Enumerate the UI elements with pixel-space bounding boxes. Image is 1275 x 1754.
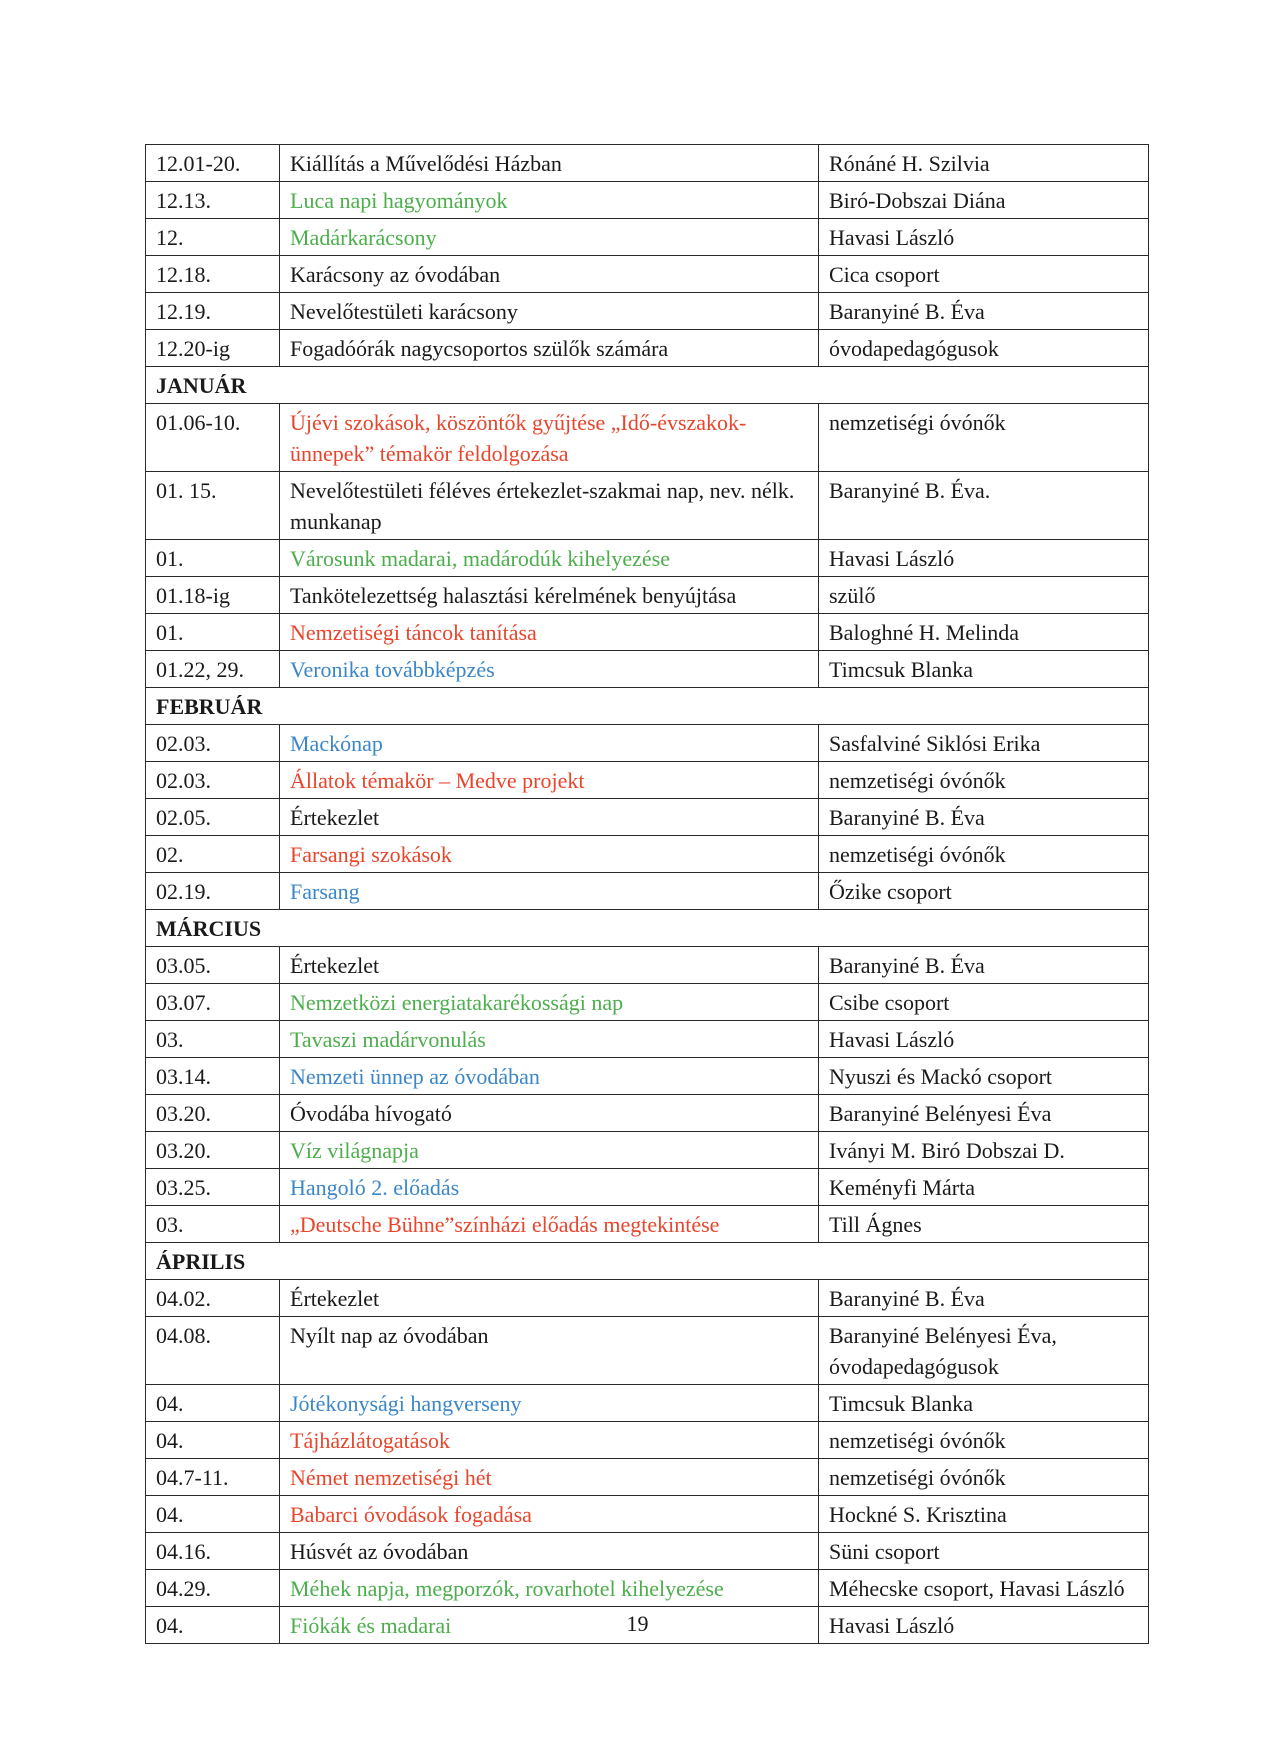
event-cell: Tájházlátogatások bbox=[280, 1422, 819, 1459]
event-cell: Nemzeti ünnep az óvodában bbox=[280, 1058, 819, 1095]
event-cell: Német nemzetiségi hét bbox=[280, 1459, 819, 1496]
responsible-cell: nemzetiségi óvónők bbox=[819, 836, 1149, 873]
table-row bbox=[146, 1169, 1149, 1206]
date-cell: 04.16. bbox=[146, 1533, 280, 1570]
table-row bbox=[146, 1280, 1149, 1317]
date-cell: 04.29. bbox=[146, 1570, 280, 1607]
responsible-cell: Havasi László bbox=[819, 1607, 1149, 1644]
event-cell: Luca napi hagyományok bbox=[280, 182, 819, 219]
event-cell: Hangoló 2. előadás bbox=[280, 1169, 819, 1206]
event-cell: Nemzetiségi táncok tanítása bbox=[280, 614, 819, 651]
table-row bbox=[146, 836, 1149, 873]
responsible-cell: Baranyiné B. Éva bbox=[819, 293, 1149, 330]
table-row bbox=[146, 472, 1149, 540]
event-cell: Nevelőtestületi féléves értekezlet-szakmai nap, nev. nélk. munkanap bbox=[280, 472, 819, 540]
responsible-cell: Baranyiné Belényesi Éva bbox=[819, 1095, 1149, 1132]
date-cell: 04.08. bbox=[146, 1317, 280, 1385]
event-cell: Babarci óvodások fogadása bbox=[280, 1496, 819, 1533]
date-cell: 03.07. bbox=[146, 984, 280, 1021]
date-cell: 01. 15. bbox=[146, 472, 280, 540]
table-row bbox=[146, 1533, 1149, 1570]
date-cell: 12.18. bbox=[146, 256, 280, 293]
table-row bbox=[146, 1317, 1149, 1385]
event-cell: Állatok témakör – Medve projekt bbox=[280, 762, 819, 799]
responsible-cell: óvodapedagógusok bbox=[819, 330, 1149, 367]
month-header-row bbox=[146, 688, 1149, 725]
table-row bbox=[146, 256, 1149, 293]
event-cell: Farsangi szokások bbox=[280, 836, 819, 873]
event-cell: Kiállítás a Művelődési Házban bbox=[280, 145, 819, 182]
responsible-cell: nemzetiségi óvónők bbox=[819, 1422, 1149, 1459]
responsible-cell: Méhecske csoport, Havasi László bbox=[819, 1570, 1149, 1607]
event-cell: Újévi szokások, köszöntők gyűjtése „Idő-évszakok-ünnepek” témakör feldolgozása bbox=[280, 404, 819, 472]
table-row bbox=[146, 947, 1149, 984]
event-cell: Veronika továbbképzés bbox=[280, 651, 819, 688]
date-cell: 03.25. bbox=[146, 1169, 280, 1206]
event-cell: Fiókák és madarai bbox=[280, 1607, 819, 1644]
event-cell: Húsvét az óvodában bbox=[280, 1533, 819, 1570]
table-row bbox=[146, 799, 1149, 836]
date-cell: 04.7-11. bbox=[146, 1459, 280, 1496]
table-row bbox=[146, 182, 1149, 219]
table-row bbox=[146, 1422, 1149, 1459]
event-cell: Értekezlet bbox=[280, 947, 819, 984]
responsible-cell: Sasfalviné Siklósi Erika bbox=[819, 725, 1149, 762]
responsible-cell: Baranyiné B. Éva bbox=[819, 799, 1149, 836]
event-cell: Víz világnapja bbox=[280, 1132, 819, 1169]
month-header-row bbox=[146, 1243, 1149, 1280]
date-cell: 12.01-20. bbox=[146, 145, 280, 182]
date-cell: 01.18-ig bbox=[146, 577, 280, 614]
date-cell: 04. bbox=[146, 1385, 280, 1422]
date-cell: 02.05. bbox=[146, 799, 280, 836]
event-cell: Madárkarácsony bbox=[280, 219, 819, 256]
page-number: 19 bbox=[626, 1611, 649, 1636]
table-row bbox=[146, 1459, 1149, 1496]
month-header-row bbox=[146, 910, 1149, 947]
date-cell: 03.05. bbox=[146, 947, 280, 984]
responsible-cell: nemzetiségi óvónők bbox=[819, 404, 1149, 472]
table-row bbox=[146, 725, 1149, 762]
responsible-cell: Cica csoport bbox=[819, 256, 1149, 293]
event-cell: Nyílt nap az óvodában bbox=[280, 1317, 819, 1385]
table-row bbox=[146, 762, 1149, 799]
date-cell: 04. bbox=[146, 1496, 280, 1533]
responsible-cell: Őzike csoport bbox=[819, 873, 1149, 910]
responsible-cell: Baloghné H. Melinda bbox=[819, 614, 1149, 651]
table-row bbox=[146, 330, 1149, 367]
month-header: ÁPRILIS bbox=[146, 1243, 1149, 1280]
table-row bbox=[146, 293, 1149, 330]
schedule-table bbox=[145, 144, 1149, 1644]
table-row bbox=[146, 651, 1149, 688]
table-row bbox=[146, 404, 1149, 472]
event-cell: Értekezlet bbox=[280, 1280, 819, 1317]
table-row bbox=[146, 873, 1149, 910]
table-row bbox=[146, 1021, 1149, 1058]
responsible-cell: Hockné S. Krisztina bbox=[819, 1496, 1149, 1533]
responsible-cell: Keményfi Márta bbox=[819, 1169, 1149, 1206]
responsible-cell: Havasi László bbox=[819, 540, 1149, 577]
date-cell: 02. bbox=[146, 836, 280, 873]
responsible-cell: Nyuszi és Mackó csoport bbox=[819, 1058, 1149, 1095]
event-cell: Méhek napja, megporzók, rovarhotel kihelyezése bbox=[280, 1570, 819, 1607]
date-cell: 02.03. bbox=[146, 725, 280, 762]
schedule-body bbox=[146, 145, 1149, 1644]
responsible-cell: Havasi László bbox=[819, 1021, 1149, 1058]
date-cell: 02.03. bbox=[146, 762, 280, 799]
date-cell: 01. bbox=[146, 540, 280, 577]
responsible-cell: Till Ágnes bbox=[819, 1206, 1149, 1243]
responsible-cell: szülő bbox=[819, 577, 1149, 614]
responsible-cell: nemzetiségi óvónők bbox=[819, 762, 1149, 799]
date-cell: 12.20-ig bbox=[146, 330, 280, 367]
date-cell: 12.13. bbox=[146, 182, 280, 219]
responsible-cell: Iványi M. Biró Dobszai D. bbox=[819, 1132, 1149, 1169]
date-cell: 03. bbox=[146, 1021, 280, 1058]
table-row bbox=[146, 540, 1149, 577]
responsible-cell: Havasi László bbox=[819, 219, 1149, 256]
table-row bbox=[146, 577, 1149, 614]
date-cell: 03.20. bbox=[146, 1095, 280, 1132]
table-row bbox=[146, 1496, 1149, 1533]
responsible-cell: Timcsuk Blanka bbox=[819, 1385, 1149, 1422]
responsible-cell: Baranyiné B. Éva bbox=[819, 1280, 1149, 1317]
table-row bbox=[146, 1570, 1149, 1607]
table-row bbox=[146, 984, 1149, 1021]
date-cell: 04. bbox=[146, 1422, 280, 1459]
table-row bbox=[146, 1385, 1149, 1422]
month-header: FEBRUÁR bbox=[146, 688, 1149, 725]
event-cell: Mackónap bbox=[280, 725, 819, 762]
responsible-cell: Timcsuk Blanka bbox=[819, 651, 1149, 688]
table-row bbox=[146, 1206, 1149, 1243]
date-cell: 02.19. bbox=[146, 873, 280, 910]
responsible-cell: Baranyiné B. Éva. bbox=[819, 472, 1149, 540]
responsible-cell: Baranyiné Belényesi Éva, óvodapedagógusok bbox=[819, 1317, 1149, 1385]
event-cell: Értekezlet bbox=[280, 799, 819, 836]
month-header: MÁRCIUS bbox=[146, 910, 1149, 947]
month-header: JANUÁR bbox=[146, 367, 1149, 404]
event-cell: Karácsony az óvodában bbox=[280, 256, 819, 293]
date-cell: 03. bbox=[146, 1206, 280, 1243]
event-cell: „Deutsche Bühne”színházi előadás megtekintése bbox=[280, 1206, 819, 1243]
responsible-cell: Süni csoport bbox=[819, 1533, 1149, 1570]
event-cell: Tankötelezettség halasztási kérelmének benyújtása bbox=[280, 577, 819, 614]
event-cell: Nemzetközi energiatakarékossági nap bbox=[280, 984, 819, 1021]
event-cell: Nevelőtestületi karácsony bbox=[280, 293, 819, 330]
table-row bbox=[146, 145, 1149, 182]
responsible-cell: Biró-Dobszai Diána bbox=[819, 182, 1149, 219]
event-cell: Óvodába hívogató bbox=[280, 1095, 819, 1132]
date-cell: 12.19. bbox=[146, 293, 280, 330]
event-cell: Farsang bbox=[280, 873, 819, 910]
date-cell: 04. bbox=[146, 1607, 280, 1644]
date-cell: 03.20. bbox=[146, 1132, 280, 1169]
responsible-cell: Rónáné H. Szilvia bbox=[819, 145, 1149, 182]
date-cell: 03.14. bbox=[146, 1058, 280, 1095]
date-cell: 04.02. bbox=[146, 1280, 280, 1317]
event-cell: Fogadóórák nagycsoportos szülők számára bbox=[280, 330, 819, 367]
responsible-cell: Csibe csoport bbox=[819, 984, 1149, 1021]
event-cell: Tavaszi madárvonulás bbox=[280, 1021, 819, 1058]
responsible-cell: Baranyiné B. Éva bbox=[819, 947, 1149, 984]
responsible-cell: nemzetiségi óvónők bbox=[819, 1459, 1149, 1496]
table-row bbox=[146, 1132, 1149, 1169]
month-header-row bbox=[146, 367, 1149, 404]
event-cell: Jótékonysági hangverseny bbox=[280, 1385, 819, 1422]
date-cell: 12. bbox=[146, 219, 280, 256]
event-cell: Városunk madarai, madárodúk kihelyezése bbox=[280, 540, 819, 577]
table-row bbox=[146, 614, 1149, 651]
table-row bbox=[146, 1058, 1149, 1095]
date-cell: 01.22, 29. bbox=[146, 651, 280, 688]
table-row bbox=[146, 219, 1149, 256]
date-cell: 01.06-10. bbox=[146, 404, 280, 472]
table-row bbox=[146, 1095, 1149, 1132]
date-cell: 01. bbox=[146, 614, 280, 651]
